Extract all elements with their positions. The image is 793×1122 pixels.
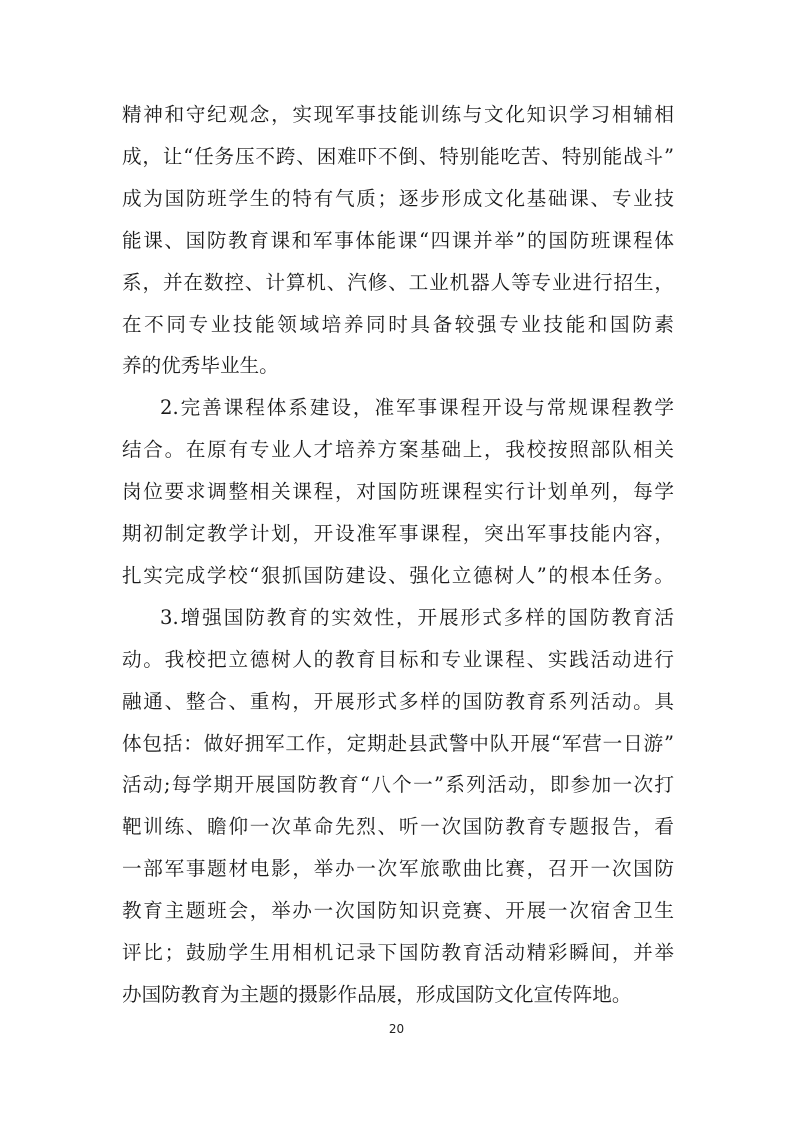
paragraph-1-line-2: 成，让“任务压不跨、困难吓不倒、特别能吃苦、特别能战斗” [122,144,674,168]
paragraph-2-line-4: 期初制定教学计划，开设准军事课程，突出军事技能内容， [122,522,674,546]
paragraph-2-line-5: 扎实完成学校“狠抓国防建设、强化立德树人”的根本任务。 [122,563,674,587]
paragraph-1-line-1: 精神和守纪观念，实现军事技能训练与文化知识学习相辅相 [122,103,674,126]
paragraph-3-line-8: 教育主题班会，举办一次国防知识竞赛、开展一次宿舍卫生 [122,899,674,923]
paragraph-2-line-3: 岗位要求调整相关课程，对国防班课程实行计划单列，每学 [122,480,674,504]
paragraph-2-line-1: 2.完善课程体系建设，准军事课程开设与常规课程教学 [160,396,674,420]
paragraph-1-line-3: 成为国防班学生的特有气质；逐步形成文化基础课、专业技 [122,186,674,210]
paragraph-3-line-10: 办国防教育为主题的摄影作品展，形成国防文化宣传阵地。 [122,983,632,1006]
paragraph-3-line-1: 3.增强国防教育的实效性，开展形式多样的国防教育活 [160,605,674,629]
paragraph-3-line-9: 评比；鼓励学生用相机记录下国防教育活动精彩瞬间，并举 [122,941,674,965]
paragraph-3-line-6: 靶训练、瞻仰一次革命先烈、听一次国防教育专题报告，看 [122,815,674,839]
paragraph-3-line-4: 体包括：做好拥军工作，定期赴县武警中队开展“军营一日游” [122,731,674,755]
paragraph-1-line-7: 养的优秀毕业生。 [122,354,279,378]
paragraph-3-line-5: 活动;每学期开展国防教育“八个一”系列活动，即参加一次打 [122,773,674,797]
paragraph-3-line-3: 融通、整合、重构，开展形式多样的国防教育系列活动。具 [122,689,674,713]
paragraph-1-line-6: 在不同专业技能领域培养同时具备较强专业技能和国防素 [122,312,674,336]
paragraph-3-line-2: 动。我校把立德树人的教育目标和专业课程、实践活动进行 [122,647,674,671]
page-number: 20 [388,1022,405,1036]
paragraph-1-line-5: 系，并在数控、计算机、汽修、工业机器人等专业进行招生， [122,270,674,294]
paragraph-3-line-7: 一部军事题材电影，举办一次军旅歌曲比赛，召开一次国防 [122,857,674,881]
paragraph-2-line-2: 结合。在原有专业人才培养方案基础上，我校按照部队相关 [122,438,674,462]
paragraph-1-line-4: 能课、国防教育课和军事体能课“四课并举”的国防班课程体 [122,228,674,252]
